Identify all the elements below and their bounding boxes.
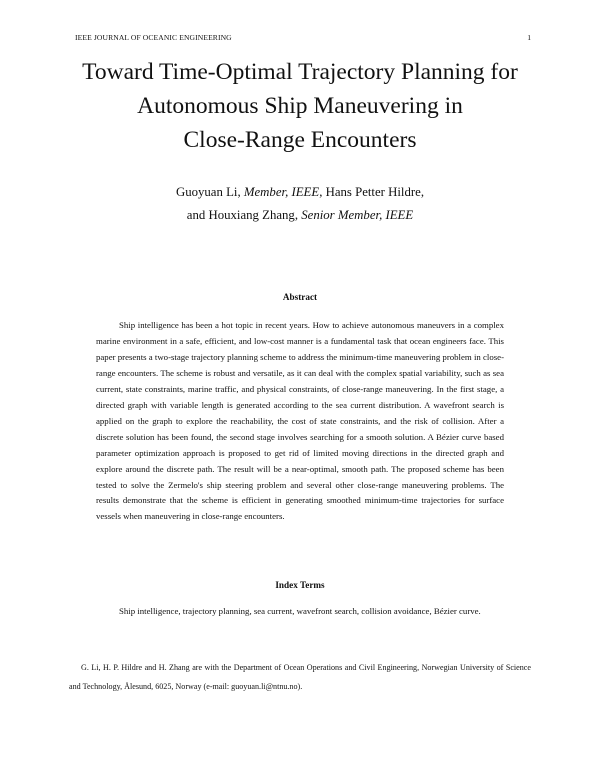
- author-line-1: [60, 181, 540, 204]
- author-2-name: , Hans Petter Hildre,: [319, 185, 425, 199]
- abstract-text: Ship intelligence has been a hot topic in recent years. How to achieve autonomous maneuvers in a complex marine environment in a safe, efficient, and low-cost manner is a fundamental task that ocean engineers face. This paper presents a two-stage trajectory planning scheme to address the minimum-time maneuvering problem in close-range encounters. The scheme is robust and versatile, as it can deal with the complex spatial variability, such as sea current, state constraints, marine traffic, and physical constraints, of close-range maneuvering. In the first stage, a directed graph with variable length is generated according to the sea current distribution. A wavefront search is applied on the graph to explore the reachability, the cost of state constraints, and the risk of collision. After a discrete solution has been found, the second stage involves searching for a smooth solution. A Bézier curve based parameter optimization approach is proposed to get rid of limited moving directions in the directed graph and explore around the discrete path. The result will be a near-optimal, smooth path. The proposed scheme has been tested to solve the Zermelo's ship steering problem and several other close-range maneuvering problems. The results demonstrate that the scheme is efficient in generating smoothed minimum-time trajectories for surface vessels when maneuvering in close-range encounters.: [96, 320, 504, 522]
- author-line-2: [60, 204, 540, 227]
- author-1-name: Guoyuan Li,: [175, 185, 244, 199]
- index-terms-heading: Index Terms: [275, 580, 325, 590]
- author-1-role: Member, IEEE: [243, 185, 320, 199]
- running-header: [75, 33, 531, 45]
- index-terms-text: Ship intelligence, trajectory planning, sea current, wavefront search, collision avoidance, Bézier curve.: [119, 606, 481, 616]
- author-3-role: Senior Member, IEEE: [301, 208, 414, 222]
- abstract-heading: Abstract: [282, 292, 318, 302]
- page-number: 1: [527, 33, 531, 42]
- affiliation-footnote: G. Li, H. P. Hildre and H. Zhang are with the Department of Ocean Operations and Civil Engineering, Norwegian University of Science and Technology, Ålesund, 6025, Norway (e-mail: guoyuan.li@ntnu.no).: [69, 663, 531, 691]
- title-line-1: Toward Time-Optimal Trajectory Planning for: [82, 59, 518, 85]
- author-3-name: and Houxiang Zhang,: [186, 208, 302, 222]
- title-line-2: Autonomous Ship Maneuvering in: [137, 93, 463, 119]
- title-line-3: Close-Range Encounters: [183, 127, 417, 153]
- journal-name: IEEE JOURNAL OF OCEANIC ENGINEERING: [75, 33, 232, 42]
- paper-title: [40, 55, 560, 157]
- author-block: [60, 181, 540, 227]
